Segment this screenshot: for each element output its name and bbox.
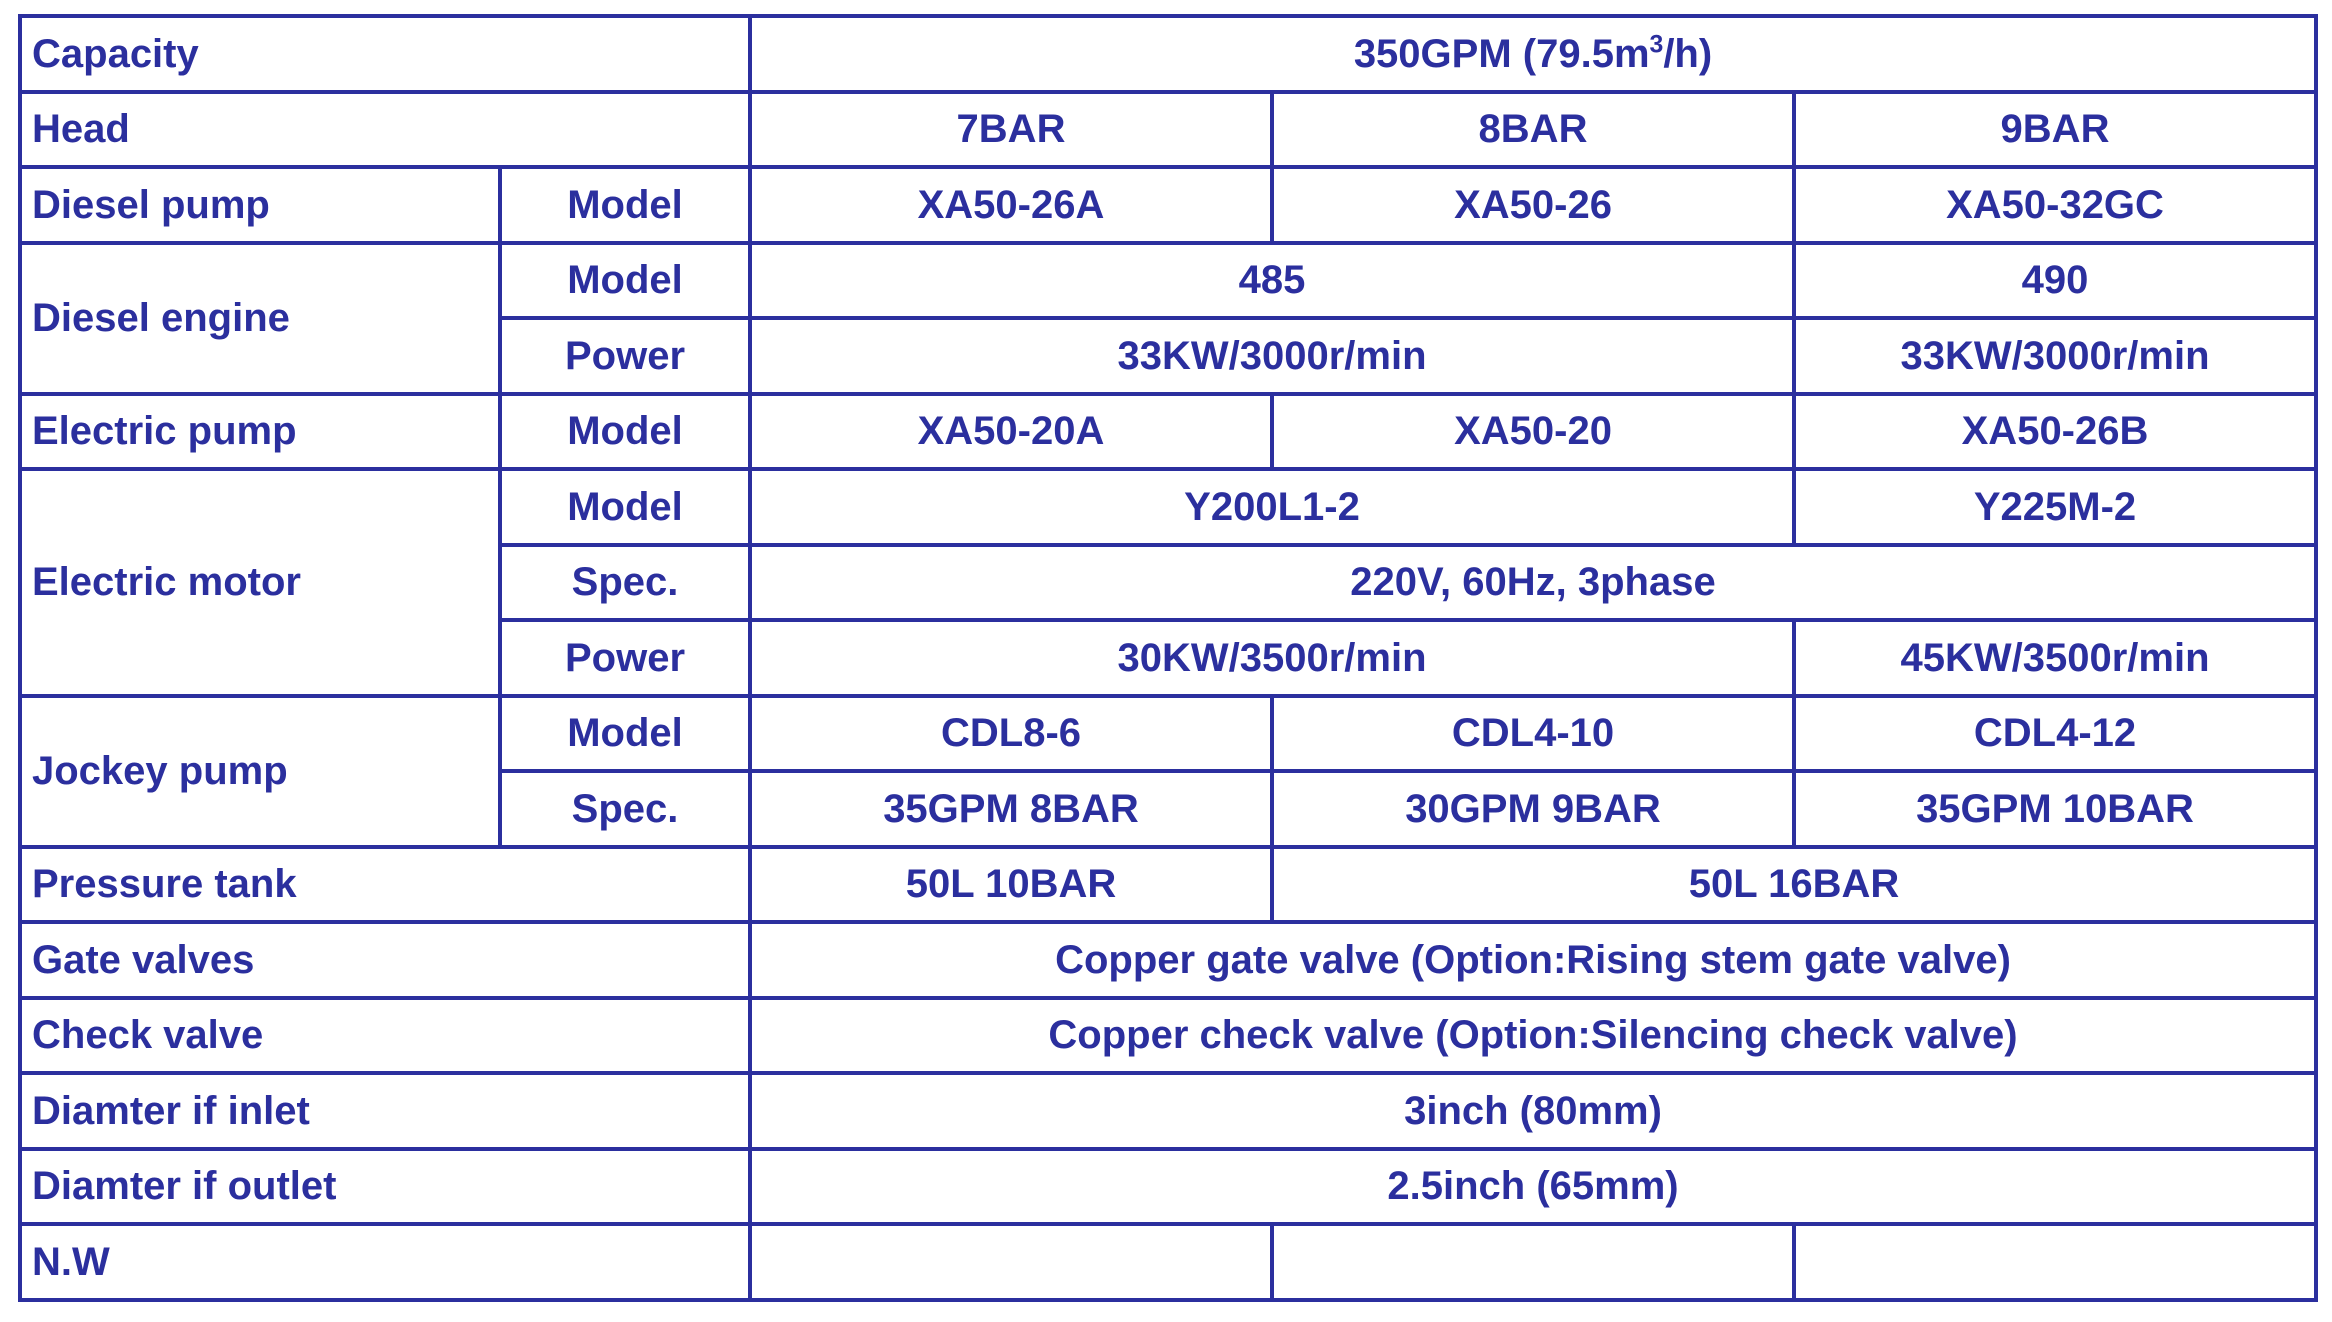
row-sublabel-jockey-pump-model: Model xyxy=(500,696,750,772)
gate-valves-value: Copper gate valve (Option:Rising stem gate valve) xyxy=(750,922,2316,998)
table-row xyxy=(20,16,2316,92)
pressure-tank-value-1: 50L 10BAR xyxy=(750,847,1272,923)
row-label-capacity: Capacity xyxy=(20,16,750,92)
table-row xyxy=(20,847,2316,923)
row-label-electric-motor: Electric motor xyxy=(20,469,500,696)
table-row xyxy=(20,92,2316,168)
row-label-diameter-outlet: Diamter if outlet xyxy=(20,1149,750,1225)
row-value-capacity xyxy=(750,16,2316,92)
table-row xyxy=(20,1149,2316,1225)
row-label-diesel-pump: Diesel pump xyxy=(20,167,500,243)
net-weight-value-2 xyxy=(1272,1224,1794,1300)
diesel-engine-power-1: 33KW/3000r/min xyxy=(750,318,1794,394)
jockey-pump-model-1: CDL8-6 xyxy=(750,696,1272,772)
row-sublabel-electric-motor-spec: Spec. xyxy=(500,545,750,621)
row-label-pressure-tank: Pressure tank xyxy=(20,847,750,923)
electric-motor-power-2: 45KW/3500r/min xyxy=(1794,620,2316,696)
diesel-engine-model-2: 490 xyxy=(1794,243,2316,319)
diesel-engine-model-1: 485 xyxy=(750,243,1794,319)
row-sublabel-electric-motor-power: Power xyxy=(500,620,750,696)
electric-pump-model-3: XA50-26B xyxy=(1794,394,2316,470)
row-sublabel-electric-motor-model: Model xyxy=(500,469,750,545)
diameter-outlet-value: 2.5inch (65mm) xyxy=(750,1149,2316,1225)
row-label-gate-valves: Gate valves xyxy=(20,922,750,998)
capacity-text-a: 350GPM (79.5m xyxy=(1353,31,1650,76)
electric-pump-model-1: XA50-20A xyxy=(750,394,1272,470)
row-label-diesel-engine: Diesel engine xyxy=(20,243,500,394)
jockey-pump-spec-3: 35GPM 10BAR xyxy=(1794,771,2316,847)
head-value-3: 9BAR xyxy=(1794,92,2316,168)
row-label-check-valve: Check valve xyxy=(20,998,750,1074)
pressure-tank-value-2: 50L 16BAR xyxy=(1272,847,2316,923)
diesel-pump-model-3: XA50-32GC xyxy=(1794,167,2316,243)
check-valve-value: Copper check valve (Option:Silencing check valve) xyxy=(750,998,2316,1074)
electric-motor-model-1: Y200L1-2 xyxy=(750,469,1794,545)
row-label-head: Head xyxy=(20,92,750,168)
specification-table xyxy=(18,14,2318,1302)
table-row xyxy=(20,998,2316,1074)
table-row xyxy=(20,696,2316,772)
capacity-text-b: /h) xyxy=(1663,31,1713,76)
head-value-1: 7BAR xyxy=(750,92,1272,168)
row-sublabel-diesel-pump-model: Model xyxy=(500,167,750,243)
table-row xyxy=(20,394,2316,470)
row-label-diameter-inlet: Diamter if inlet xyxy=(20,1073,750,1149)
electric-motor-power-1: 30KW/3500r/min xyxy=(750,620,1794,696)
row-label-electric-pump: Electric pump xyxy=(20,394,500,470)
net-weight-value-3 xyxy=(1794,1224,2316,1300)
jockey-pump-spec-1: 35GPM 8BAR xyxy=(750,771,1272,847)
electric-pump-model-2: XA50-20 xyxy=(1272,394,1794,470)
table-row xyxy=(20,1073,2316,1149)
row-label-jockey-pump: Jockey pump xyxy=(20,696,500,847)
table-row xyxy=(20,922,2316,998)
electric-motor-spec-1: 220V, 60Hz, 3phase xyxy=(750,545,2316,621)
table-row xyxy=(20,1224,2316,1300)
row-sublabel-diesel-engine-power: Power xyxy=(500,318,750,394)
net-weight-value-1 xyxy=(750,1224,1272,1300)
diesel-pump-model-1: XA50-26A xyxy=(750,167,1272,243)
diesel-pump-model-2: XA50-26 xyxy=(1272,167,1794,243)
head-value-2: 8BAR xyxy=(1272,92,1794,168)
row-sublabel-diesel-engine-model: Model xyxy=(500,243,750,319)
diesel-engine-power-2: 33KW/3000r/min xyxy=(1794,318,2316,394)
table-row xyxy=(20,243,2316,319)
jockey-pump-model-2: CDL4-10 xyxy=(1272,696,1794,772)
jockey-pump-spec-2: 30GPM 9BAR xyxy=(1272,771,1794,847)
jockey-pump-model-3: CDL4-12 xyxy=(1794,696,2316,772)
table-row xyxy=(20,469,2316,545)
row-label-net-weight: N.W xyxy=(20,1224,750,1300)
row-sublabel-jockey-pump-spec: Spec. xyxy=(500,771,750,847)
table-row xyxy=(20,167,2316,243)
electric-motor-model-2: Y225M-2 xyxy=(1794,469,2316,545)
row-sublabel-electric-pump-model: Model xyxy=(500,394,750,470)
capacity-exponent: 3 xyxy=(1649,31,1664,59)
diameter-inlet-value: 3inch (80mm) xyxy=(750,1073,2316,1149)
